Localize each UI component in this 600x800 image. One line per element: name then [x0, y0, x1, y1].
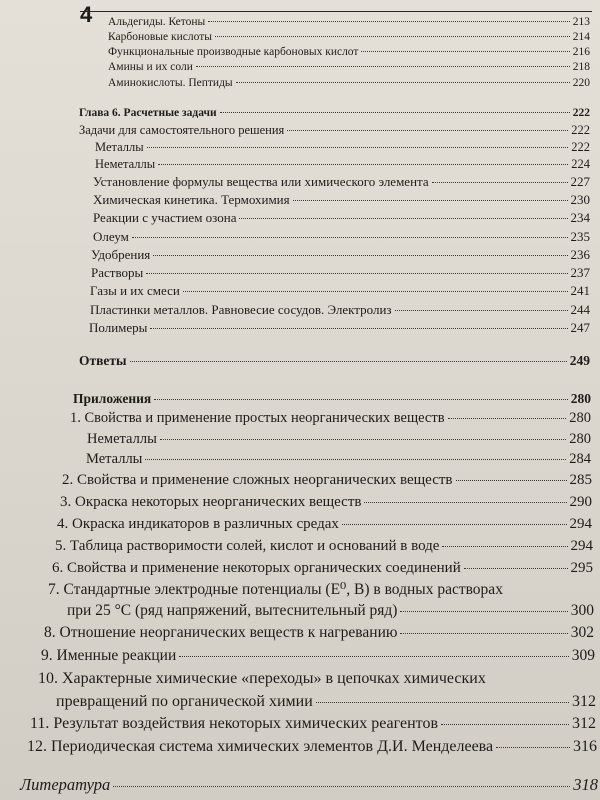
toc-entry-title: 6. Свойства и применение некоторых органических соединений [52, 560, 461, 576]
toc-entry-title: Газы и их смеси [90, 283, 180, 298]
dot-leader [441, 724, 569, 725]
toc-entry-page: 300 [570, 602, 594, 619]
page-number: 4 [80, 2, 93, 27]
dot-leader [150, 328, 567, 329]
toc-entry-page: 280 [569, 410, 591, 426]
toc-entry-page: 280 [569, 431, 591, 447]
toc-entry-first-line: 7. Стандартные электродные потенциалы (E⁰, B) в водных растворах [48, 581, 503, 598]
toc-entry-title: Олеум [93, 229, 129, 244]
toc-entry [90, 302, 590, 318]
toc-entry-title: Ответы [79, 353, 127, 368]
toc-entry-page: 316 [573, 738, 597, 755]
dot-leader [147, 147, 569, 148]
toc-entry [62, 472, 592, 489]
dot-leader [316, 702, 569, 703]
toc-entry-title: Карбоновые кислоты [108, 31, 212, 43]
toc-entry [89, 320, 590, 336]
dot-leader [196, 66, 570, 67]
toc-entry [60, 494, 592, 511]
toc-entry-page: 234 [570, 210, 590, 225]
toc-entry-title: при 25 °С (ряд напряжений, вытеснительный ряд) [67, 602, 398, 619]
toc-entry-page: 236 [570, 247, 590, 262]
toc-entry [56, 693, 596, 711]
dot-leader [153, 255, 567, 256]
dot-leader [160, 439, 566, 440]
toc-entry-title: Пластинки металлов. Равновесие сосудов. Электролиз [90, 302, 392, 317]
toc-entry-title: 5. Таблица растворимости солей, кислот и оснований в воде [55, 538, 440, 554]
dot-leader [293, 200, 568, 201]
dot-leader [456, 480, 567, 481]
toc-entry [95, 140, 590, 155]
toc-entry-page: 235 [570, 229, 590, 244]
dot-leader [208, 21, 569, 22]
dot-leader [400, 611, 567, 612]
dot-leader [342, 524, 567, 525]
toc-entry-page: 295 [570, 560, 593, 576]
toc-entry [90, 283, 590, 299]
toc-entry [95, 157, 590, 172]
toc-entry-title: 4. Окраска индикаторов в различных средах [57, 516, 339, 532]
toc-entry [70, 410, 591, 427]
dot-leader [236, 82, 570, 83]
toc-entry-title: Удобрения [91, 247, 151, 262]
dot-leader [364, 502, 566, 503]
toc-entry [93, 174, 590, 190]
toc-entry-page: 285 [569, 472, 592, 488]
dot-leader [361, 51, 569, 52]
toc-entry-page: 216 [572, 46, 590, 58]
toc-entry-page: 290 [569, 494, 592, 510]
toc-entry-page: 222 [572, 107, 590, 119]
dot-leader [239, 218, 567, 219]
toc-entry-page: 294 [569, 516, 592, 532]
dot-leader [154, 399, 568, 400]
toc-entry [79, 107, 590, 119]
toc-entry-page: 318 [573, 775, 598, 794]
toc-entry [67, 602, 594, 620]
toc-entry-title: Установление формулы вещества или химического элемента [93, 174, 429, 189]
toc-entry-title: 11. Результат воздействия некоторых химических реагентов [30, 715, 438, 732]
dot-leader [400, 633, 567, 634]
dot-leader [113, 786, 570, 787]
dot-leader [146, 273, 567, 274]
toc-entry [44, 624, 594, 642]
toc-entry-title: Металлы [86, 451, 143, 467]
toc-entry-page: 227 [570, 174, 590, 189]
toc-entry-page: 249 [569, 353, 590, 368]
toc-entry-title: 1. Свойства и применение простых неорганических веществ [70, 410, 445, 426]
toc-entry [93, 210, 590, 226]
toc-entry-title: Неметаллы [87, 431, 157, 447]
toc-entry-page: 312 [572, 715, 596, 732]
toc-entry [93, 192, 590, 208]
toc-entry-page: 214 [572, 31, 590, 43]
toc-entry-title: 12. Периодическая система химических элементов Д.И. Менделеева [27, 738, 494, 755]
dot-leader [145, 459, 566, 460]
toc-entry [86, 451, 591, 468]
toc-entry-title: Альдегиды. Кетоны [108, 16, 206, 28]
toc-entry-title: Литература [20, 775, 111, 794]
toc-entry-page: 247 [570, 320, 590, 335]
toc-entry-title: Глава 6. Расчетные задачи [79, 107, 217, 119]
toc-entry [30, 715, 596, 733]
toc-entry [108, 77, 590, 89]
toc-entry-page: 309 [571, 647, 595, 664]
dot-leader [496, 747, 570, 748]
toc-entry-page: 218 [572, 61, 590, 73]
dot-leader [220, 112, 570, 113]
toc-entry [108, 61, 590, 73]
toc-entry-title: Неметаллы [95, 157, 156, 171]
toc-entry-page: 224 [571, 157, 590, 171]
toc-entry [41, 647, 595, 665]
toc-entry-title: 9. Именные реакции [41, 647, 177, 664]
toc-entry [108, 31, 590, 43]
toc-entry-page: 213 [572, 16, 590, 28]
toc-entry-page: 222 [571, 140, 590, 154]
toc-entry-page: 284 [569, 451, 591, 467]
toc-entry-title: 8. Отношение неорганических веществ к нагреванию [44, 624, 398, 641]
toc-entry [108, 16, 590, 28]
toc-entry-page: 222 [571, 123, 590, 137]
dot-leader [183, 291, 568, 292]
dot-leader [158, 164, 568, 165]
dot-leader [442, 546, 567, 547]
toc-entry-title: Аминокислоты. Пептиды [108, 77, 233, 89]
toc-entry [87, 431, 591, 448]
toc-entry [20, 775, 598, 795]
toc-entry-first-line: 10. Характерные химические «переходы» в цепочках химических [38, 670, 486, 687]
toc-entry-page: 230 [570, 192, 590, 207]
toc-entry-title: 3. Окраска некоторых неорганических веществ [60, 494, 362, 510]
toc-entry [52, 560, 593, 577]
toc-entry [79, 353, 590, 369]
toc-entry-page: 220 [572, 77, 590, 89]
toc-entry-page: 280 [570, 391, 591, 406]
toc-entry-page: 244 [570, 302, 590, 317]
toc-entry-page: 312 [572, 693, 596, 710]
toc-entry [91, 265, 590, 281]
toc-entry [93, 229, 590, 245]
toc-entry-title: Химическая кинетика. Термохимия [93, 192, 290, 207]
toc-entry-title: Металлы [95, 140, 144, 154]
toc-entry-title: Реакции с участием озона [93, 210, 237, 225]
dot-leader [132, 237, 568, 238]
toc-entry-title: превращений по органической химии [56, 693, 313, 710]
toc-entry-title: 2. Свойства и применение сложных неорганических веществ [62, 472, 453, 488]
toc-entry-title: Амины и их соли [108, 61, 193, 73]
toc-entry-title: Полимеры [89, 320, 148, 335]
dot-leader [395, 310, 568, 311]
toc-entry-title: Растворы [91, 265, 144, 280]
dot-leader [179, 656, 568, 657]
toc-entry [91, 247, 590, 263]
toc-entry-page: 237 [570, 265, 590, 280]
toc-entry-title: Задачи для самостоятельного решения [79, 123, 285, 137]
dot-leader [130, 361, 567, 362]
dot-leader [287, 130, 568, 131]
dot-leader [215, 36, 570, 37]
dot-leader [432, 182, 568, 183]
dot-leader [448, 418, 567, 419]
toc-entry [27, 738, 597, 756]
toc-entry [55, 538, 593, 555]
toc-entry-page: 241 [570, 283, 590, 298]
toc-entry [57, 516, 592, 533]
toc-entry [79, 123, 590, 138]
toc-entry [73, 391, 591, 407]
toc-entry-title: Функциональные производные карбоновых кислот [108, 46, 359, 58]
toc-entry-title: Приложения [73, 391, 152, 406]
toc-entry [108, 46, 590, 58]
dot-leader [464, 568, 568, 569]
toc-entry-page: 302 [570, 624, 594, 641]
toc-entry-page: 294 [570, 538, 593, 554]
